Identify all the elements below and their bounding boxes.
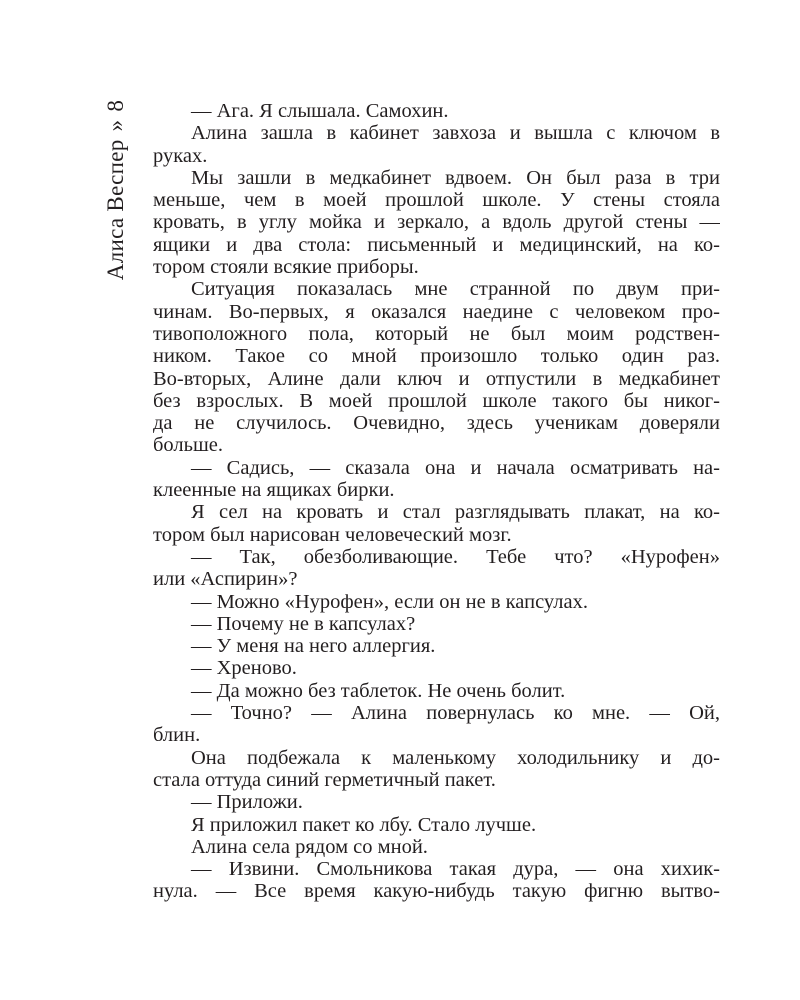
page-number: 8 — [103, 99, 128, 112]
text-line: чинам. Во-первых, я оказался наедине с человеком про- — [153, 300, 720, 323]
text-line: или «Аспирин»? — [153, 568, 298, 591]
text-line: Алина села рядом со мной. — [191, 835, 428, 858]
text-line: клеенные на ящиках бирки. — [153, 479, 395, 502]
text-line: Во-вторых, Алине дали ключ и отпустили в медкабинет — [153, 367, 720, 390]
text-line: Она подбежала к маленькому холодильнику и до- — [191, 746, 720, 769]
text-line: — Ага. Я слышала. Самохин. — [191, 100, 449, 122]
text-line: — Садись, — сказала она и начала осматривать на- — [191, 456, 720, 479]
text-line: меньше, чем в моей прошлой школе. У стены стояла — [153, 189, 720, 212]
text-line: Я приложил пакет ко лбу. Стало лучше. — [191, 813, 537, 836]
text-line: кровать, в углу мойка и зеркало, а вдоль другой стены — — [153, 211, 720, 234]
text-line: блин. — [153, 724, 201, 747]
author-name: Алиса Веспер — [103, 139, 128, 281]
text-line: без взрослых. В моей прошлой школе такого бы никог- — [153, 389, 720, 412]
text-line: ником. Такое со мной произошло только один раз. — [153, 345, 720, 368]
text-line: тором стояли всякие приборы. — [153, 256, 419, 279]
text-line: тивоположного пола, который не был моим родствен- — [153, 322, 720, 345]
text-line: руках. — [153, 144, 208, 167]
text-line: Алина зашла в кабинет завхоза и вышла с ключом в — [191, 122, 720, 145]
text-line: тором был нарисован человеческий мозг. — [153, 523, 512, 546]
text-line: Ситуация показалась мне странной по двум при- — [191, 278, 720, 301]
text-line: Я сел на кровать и стал разглядывать плакат, на ко- — [191, 501, 720, 524]
text-line: — У меня на него аллергия. — [191, 635, 436, 658]
text-line: — Извини. Смольникова такая дура, — она хихик- — [191, 858, 720, 881]
text-line: нула. — Все время какую-нибудь такую фигню вытво- — [153, 880, 720, 903]
text-line: — Да можно без таблеток. Не очень болит. — [191, 679, 566, 702]
text-line: Мы зашли в медкабинет вдвоем. Он был раза в три — [191, 166, 720, 189]
text-line: — Приложи. — [191, 791, 303, 814]
text-line: да не случилось. Очевидно, здесь ученикам доверяли — [153, 412, 720, 435]
text-line: ящики и два стола: письменный и медицинский, на ко- — [153, 233, 720, 256]
text-line: — Можно «Нурофен», если он не в капсулах. — [191, 590, 588, 613]
text-line: — Точно? — Алина повернулась ко мне. — Ой, — [191, 702, 720, 725]
text-line: — Хреново. — [191, 657, 297, 680]
running-head-separator: » — [103, 119, 128, 132]
text-line: — Так, обезболивающие. Тебе что? «Нурофен» — [191, 545, 720, 568]
text-line: стала оттуда синий герметичный пакет. — [153, 768, 496, 791]
running-head — [103, 100, 129, 280]
text-line: больше. — [153, 434, 223, 457]
text-line: — Почему не в капсулах? — [191, 612, 416, 635]
body-text — [153, 100, 720, 903]
